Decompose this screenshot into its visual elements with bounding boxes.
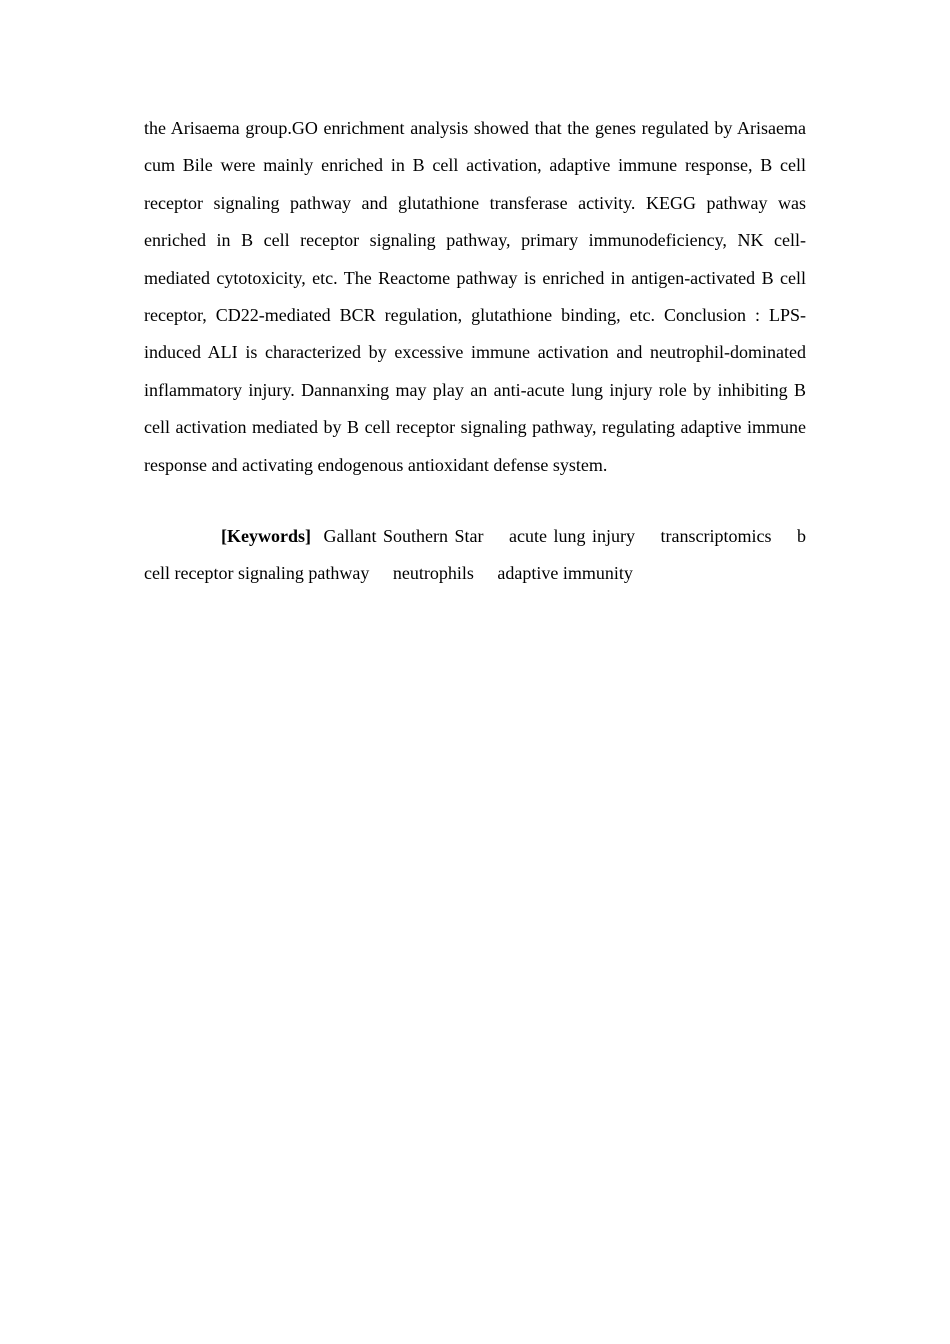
keyword-item: acute lung injury bbox=[509, 526, 636, 547]
keyword-item: neutrophils bbox=[392, 563, 474, 584]
abstract-section bbox=[144, 110, 806, 593]
keywords-label: [Keywords] bbox=[221, 526, 311, 547]
keyword-item: adaptive immunity bbox=[497, 563, 633, 584]
keyword-item: b cell receptor signaling pathway bbox=[144, 526, 807, 584]
keywords-paragraph bbox=[144, 518, 806, 593]
keyword-item: transcriptomics bbox=[660, 526, 772, 547]
abstract-text: the Arisaema group.GO enrichment analysis showed that the genes regulated by Arisaema cum Bile were mainly enriched in B cell activation, adaptive immune response, B cell receptor signaling pathway and glutathione transferase activity. KEGG pathway was enriched in B cell receptor signaling pathway, primary immunodeficiency, NK cell-mediated cytotoxicity, etc. The Reactome pathway is enriched in antigen-activated B cell receptor, CD22-mediated BCR regulation, glutathione binding, etc. Conclusion : LPS-induced ALI is characterized by excessive immune activation and neutrophil-dominated inflammatory injury. Dannanxing may play an anti-acute lung injury role by inhibiting B cell activation mediated by B cell receptor signaling pathway, regulating adaptive immune response and activating endogenous antioxidant defense system. bbox=[144, 118, 806, 475]
keyword-item: Gallant Southern Star bbox=[323, 526, 484, 547]
